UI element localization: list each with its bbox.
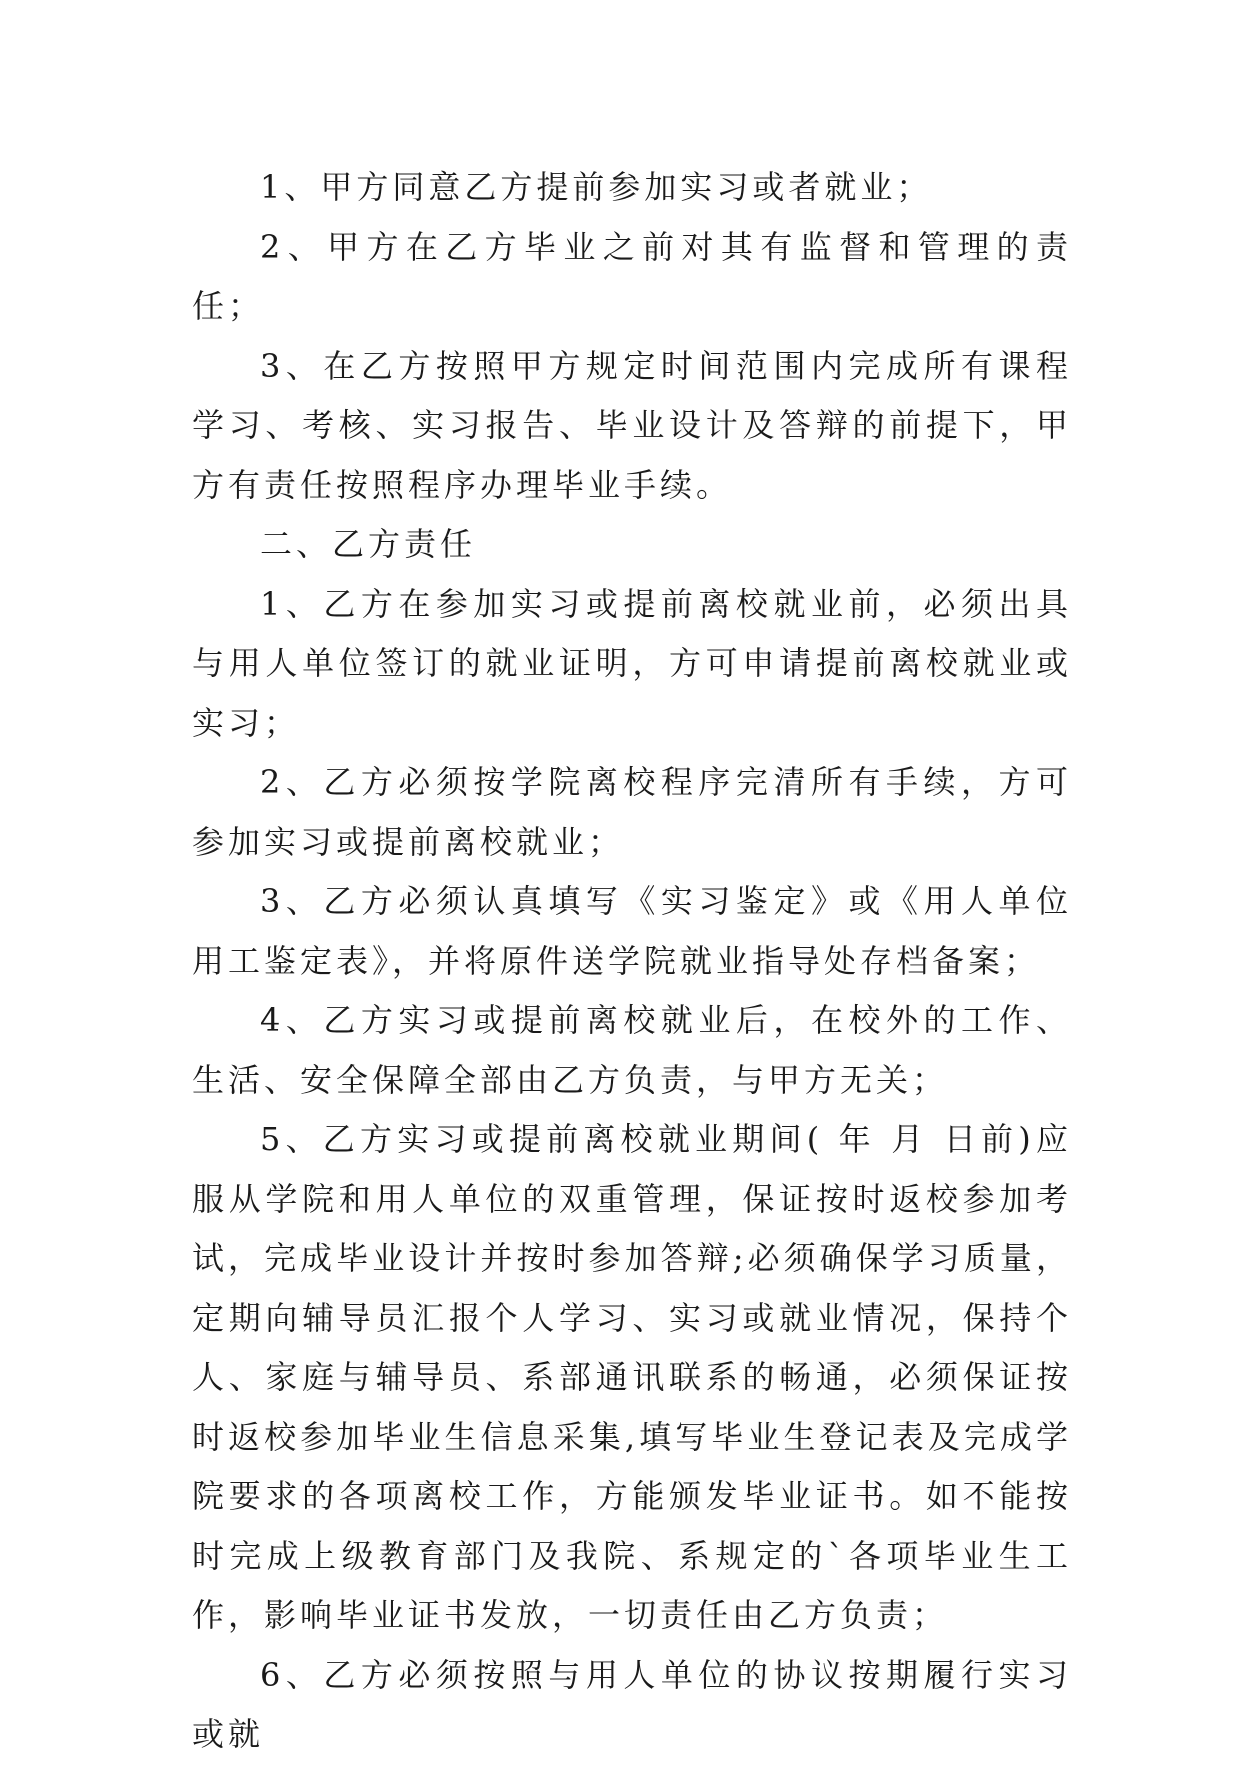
paragraph-party-a-3: 3、在乙方按照甲方规定时间范围内完成所有课程学习、考核、实习报告、毕业设计及答辩的前提下，甲方有责任按照程序办理毕业手续。	[192, 346, 1072, 504]
paragraph-party-a-2: 2、甲方在乙方毕业之前对其有监督和管理的责任；	[192, 227, 1072, 325]
paragraph-party-b-4: 4、乙方实习或提前离校就业后，在校外的工作、生活、安全保障全部由乙方负责，与甲方无关；	[192, 1001, 1072, 1099]
paragraph-party-b-5: 5、乙方实习或提前离校就业期间( 年 月 日前)应服从学院和用人单位的双重管理，保证按时返校参加考试，完成毕业设计并按时参加答辩;必须确保学习质量，定期向辅导员汇报个人学习、实习或就业情况，保持个人、家庭与辅导员、系部通讯联系的畅通，必须保证按时返校参加毕业生信息采集,填写毕业生登记表及完成学院要求的各项离校工作，方能颁发毕业证书。如不能按时完成上级教育部门及我院、系规定的`各项毕业生工作，影响毕业证书发放，一切责任由乙方负责；	[192, 1120, 1072, 1634]
paragraph-party-b-6: 6、乙方必须按照与用人单位的协议按期履行实习或就	[192, 1655, 1072, 1753]
paragraph-party-b-3: 3、乙方必须认真填写《实习鉴定》或《用人单位用工鉴定表》，并将原件送学院就业指导处存档备案；	[192, 882, 1072, 980]
paragraph-party-a-1: 1、甲方同意乙方提前参加实习或者就业；	[260, 168, 933, 206]
paragraph-party-b-2: 2、乙方必须按学院离校程序完清所有手续，方可参加实习或提前离校就业；	[192, 763, 1072, 861]
document-body	[192, 158, 1072, 1765]
paragraph-party-b-1: 1、乙方在参加实习或提前离校就业前，必须出具与用人单位签订的就业证明，方可申请提前离校就业或实习；	[192, 584, 1072, 742]
section-heading-party-b: 二、乙方责任	[260, 525, 477, 563]
